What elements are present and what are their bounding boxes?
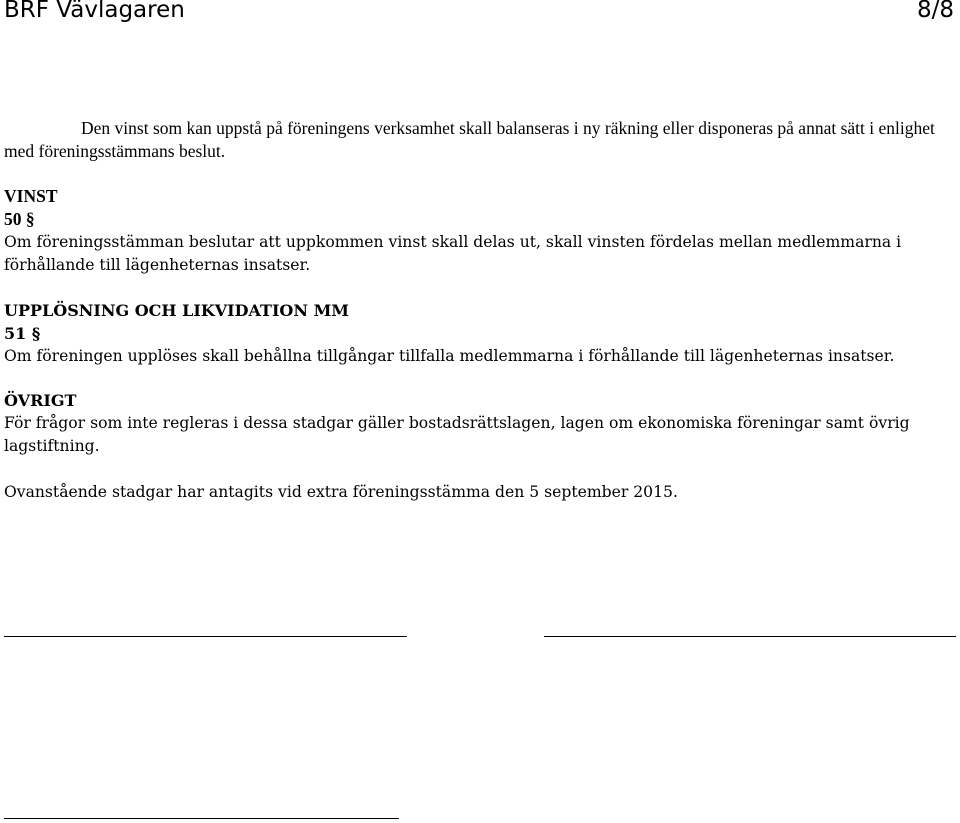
signature-line-left bbox=[4, 636, 407, 637]
document-title: BRF Vävlagaren bbox=[4, 0, 185, 23]
signature-line-bottom bbox=[4, 818, 399, 819]
section-heading: VINST bbox=[4, 186, 58, 206]
page-header bbox=[0, 0, 960, 26]
signature-line-right bbox=[544, 636, 956, 637]
section-upplosning bbox=[4, 299, 956, 368]
section-heading: UPPLÖSNING OCH LIKVIDATION MM bbox=[4, 301, 349, 320]
adoption-statement: Ovanstående stadgar har antagits vid extra föreningsstämma den 5 september 2015. bbox=[4, 483, 678, 501]
section-ovrigt bbox=[4, 389, 956, 458]
paragraph-number: 51 § bbox=[4, 324, 41, 343]
section-text: Om föreningsstämman beslutar att uppkommen vinst skall delas ut, skall vinsten fördelas mellan medlemmarna i förhållande till lägenheternas insatser. bbox=[4, 233, 902, 274]
section-text: Om föreningen upplöses skall behållna tillgångar tillfalla medlemmarna i förhållande till lägenheternas insatser. bbox=[4, 347, 895, 365]
section-vinst bbox=[4, 185, 956, 277]
page-number: 8/8 bbox=[916, 0, 954, 23]
section-text: För frågor som inte regleras i dessa stadgar gäller bostadsrättslagen, lagen om ekonomiska föreningar samt övrig lagstiftning. bbox=[4, 414, 910, 455]
section-heading: ÖVRIGT bbox=[4, 391, 77, 410]
paragraph-number: 50 § bbox=[4, 209, 35, 229]
intro-paragraph: Den vinst som kan uppstå på föreningens verksamhet skall balanseras i ny räkning eller disponeras på annat sätt i enlighet med föreningsstämmans beslut. bbox=[4, 118, 935, 161]
